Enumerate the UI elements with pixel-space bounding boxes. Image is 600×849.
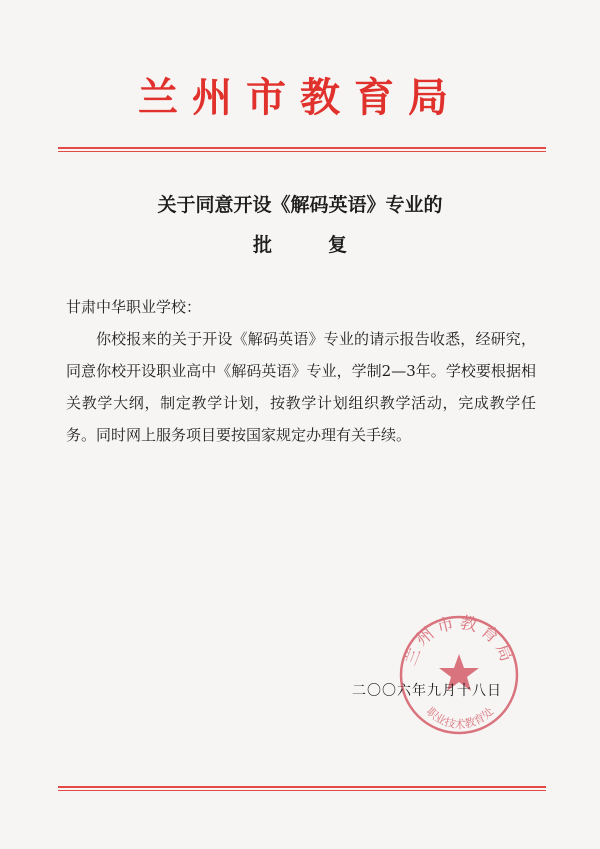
- subtitle-char: 复: [328, 234, 348, 256]
- letterhead-title: 兰州市教育局: [138, 74, 462, 121]
- seal-top-text: 兰州市教育局: [400, 612, 518, 669]
- header-divider-line-thin: [58, 151, 546, 152]
- seal-bottom-text: 职业技术教育处: [423, 704, 497, 731]
- document-title: 关于同意开设《解码英语》专业的: [157, 194, 443, 216]
- recipient-line: 甘肃中华职业学校：: [66, 298, 202, 316]
- subtitle-char: 批: [252, 234, 272, 256]
- header-divider-line: [58, 147, 546, 149]
- document-subtitle: [0, 230, 600, 257]
- body-paragraph: 你校报来的关于开设《解码英语》专业的请示报告收悉，经研究，同意你校开设职业高中《解码英语》专业，学制2—3年。学校要根据相关教学大纲，制定教学计划，按教学计划组织教学活动，完成教学任务。同时网上服务项目要按国家规定办理有关手续。: [66, 330, 536, 444]
- footer-divider-line-thin: [58, 790, 546, 791]
- official-seal: [394, 610, 524, 740]
- body-text: [66, 323, 536, 451]
- footer-divider-line: [58, 786, 546, 788]
- document-date: 二〇〇六年九月十八日: [352, 683, 502, 699]
